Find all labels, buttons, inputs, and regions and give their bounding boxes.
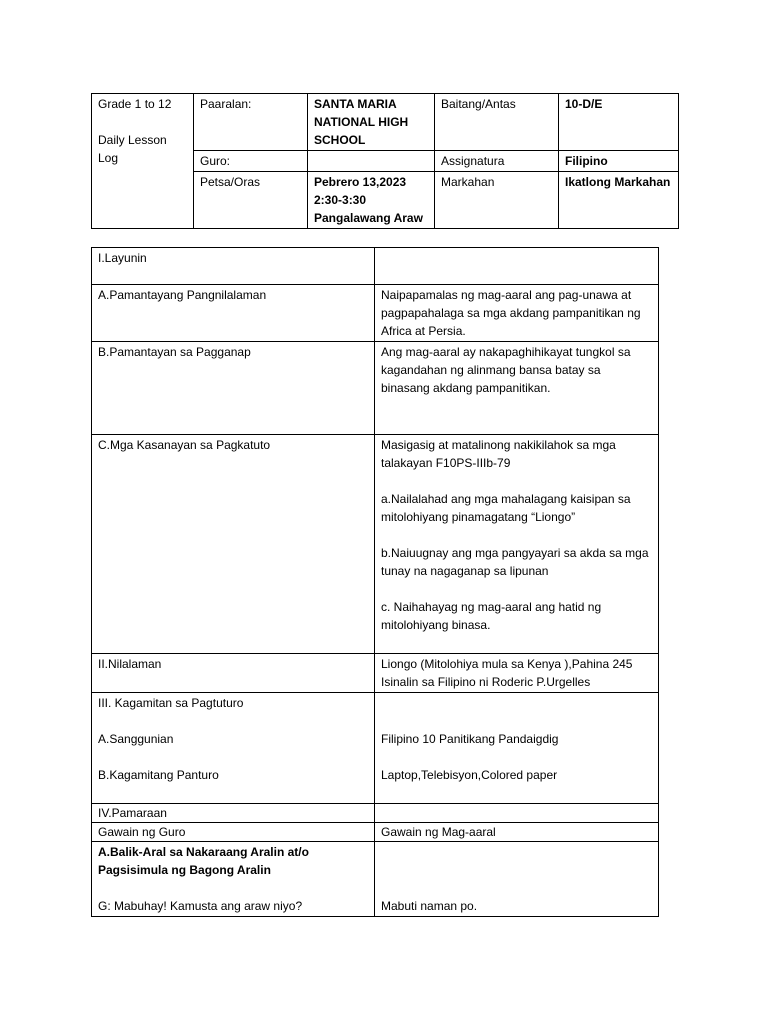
petsa-label: Petsa/Oras [194,172,308,229]
pamantayang-pangnilalaman-value: Naipapamalas ng mag-aaral ang pag-unawa at pagpapahalaga sa mga akdang pampanitikan ng Africa at Persia. [375,285,659,342]
sanggunian-value: Filipino 10 Panitikang Pandaigdig [381,732,559,746]
table-row [92,654,659,693]
lesson-plan-table [91,247,659,917]
table-row [92,342,659,435]
kasanayan-objective-a: a.Nailalahad ang mga mahalagang kaisipan sa mitolohiyang pinamagatang “Liongo” [381,492,631,524]
pamaraan-label: IV.Pamaraan [92,804,375,823]
kagamitang-panturo-value: Laptop,Telebisyon,Colored paper [381,768,558,782]
kagamitan-value-cell [375,693,659,804]
kagamitang-panturo-label: B.Kagamitang Panturo [98,768,219,782]
table-row [92,842,659,917]
table-row [92,693,659,804]
nilalaman-line1: Liongo (Mitolohiya mula sa Kenya ),Pahina 245 [381,657,633,671]
kasanayan-label: C.Mga Kasanayan sa Pagkatuto [92,435,375,654]
petsa-value [308,172,435,229]
gawain-guro-header: Gawain ng Guro [92,823,375,842]
pamaraan-value [375,804,659,823]
kasanayan-value [375,435,659,654]
nilalaman-line2: Isinalin sa Filipino ni Roderic P.Urgelles [381,675,591,689]
paaralan-value: SANTA MARIA NATIONAL HIGH SCHOOL [308,94,435,151]
guro-label: Guro: [194,151,308,172]
doc-title-line3: Log [98,151,119,165]
table-row [92,248,659,285]
doc-title-line1: Grade 1 to 12 [98,97,172,111]
markahan-label: Markahan [435,172,559,229]
assignatura-label: Assignatura [435,151,559,172]
nilalaman-value [375,654,659,693]
markahan-value: Ikatlong Markahan [559,172,679,229]
balik-aral-cell [92,842,375,917]
pamantayan-pagganap-value: Ang mag-aaral ay nakapaghihikayat tungkol sa kagandahan ng alinmang bansa batay sa binasang akdang pampanitikan. [375,342,659,435]
doc-title-cell [92,94,194,229]
doc-title-line2: Daily Lesson [98,133,167,147]
layunin-value [375,248,659,285]
paaralan-label: Paaralan: [194,94,308,151]
layunin-label: I.Layunin [92,248,375,285]
kagamitan-label-cell [92,693,375,804]
kasanayan-objective-b: b.Naiuugnay ang mga pangyayari sa akda sa mga tunay na nagaganap sa lipunan [381,546,649,578]
student-response: Mabuti naman po. [381,899,478,913]
table-row [92,823,659,842]
table-row [92,435,659,654]
kagamitan-label: III. Kagamitan sa Pagtuturo [98,696,244,710]
kasanayan-objective-c: c. Naihahayag ng mag-aaral ang hatid ng mitolohiyang binasa. [381,600,602,632]
teacher-greeting: G: Mabuhay! Kamusta ang araw niyo? [98,899,303,913]
petsa-date: Pebrero 13,2023 [314,175,407,189]
nilalaman-label: II.Nilalaman [92,654,375,693]
gawain-mag-aaral-header: Gawain ng Mag-aaral [375,823,659,842]
dll-header-table [91,93,679,229]
assignatura-value: Filipino [559,151,679,172]
table-row [92,285,659,342]
guro-value [308,151,435,172]
student-response-cell [375,842,659,917]
pamantayang-pangnilalaman-label: A.Pamantayang Pangnilalaman [92,285,375,342]
table-row [92,804,659,823]
petsa-time: 2:30-3:30 [314,193,367,207]
petsa-day: Pangalawang Araw [314,211,423,225]
baitang-value: 10-D/E [559,94,679,151]
pamantayan-pagganap-label: B.Pamantayan sa Pagganap [92,342,375,435]
balik-aral-label: A.Balik-Aral sa Nakaraang Aralin at/o Pagsisimula ng Bagong Aralin [98,845,309,877]
baitang-label: Baitang/Antas [435,94,559,151]
kasanayan-intro: Masigasig at matalinong nakikilahok sa mga talakayan F10PS-IIIb-79 [381,438,616,470]
sanggunian-label: A.Sanggunian [98,732,174,746]
